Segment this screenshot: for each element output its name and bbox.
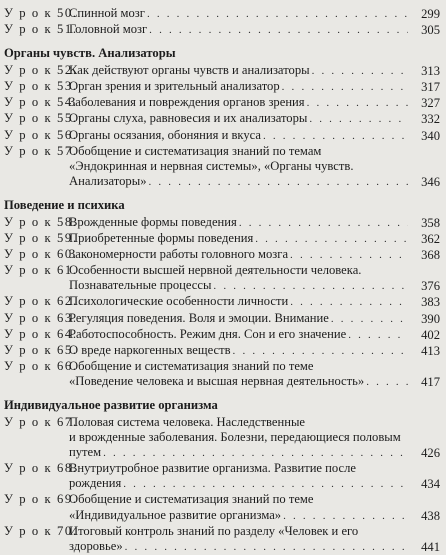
entry-title — [69, 492, 410, 523]
lesson-label: У р о к 55. — [4, 111, 78, 126]
page-number: 417 — [421, 374, 440, 389]
lesson-label: У р о к 63. — [4, 310, 78, 325]
lesson-label: У р о к 67. — [4, 414, 78, 429]
entry-title-line: Приобретенные формы поведения — [69, 231, 254, 246]
lesson-label: У р о к 54. — [4, 95, 78, 110]
page-number: 299 — [421, 7, 440, 21]
lesson-label: У р о к 53. — [4, 79, 78, 94]
toc-entry — [0, 492, 440, 523]
dot-leader — [312, 64, 408, 79]
entry-title-line: Итоговый контроль знаний по разделу «Человек и его — [69, 523, 359, 538]
toc-entry — [0, 79, 440, 95]
page-number: 340 — [421, 128, 440, 143]
toc-entry — [0, 359, 440, 390]
page-number: 327 — [421, 96, 440, 111]
page-number: 317 — [421, 80, 440, 95]
lesson-label: У р о к 66. — [4, 358, 78, 373]
entry-title — [69, 263, 410, 294]
entry-title — [69, 22, 410, 38]
lesson-label: У р о к 51. — [4, 22, 78, 37]
lesson-label: У р о к 60. — [4, 247, 78, 262]
entry-title — [69, 231, 410, 247]
table-of-contents — [0, 6, 440, 555]
lesson-label: У р о к 50. — [4, 6, 78, 20]
entry-title — [69, 524, 410, 555]
entry-title-line: Анализаторы» — [69, 173, 147, 188]
section-heading: Поведение и психика — [4, 197, 125, 212]
entry-title — [69, 327, 410, 343]
entry-title-line: Половая система человека. Наследственные — [69, 414, 306, 429]
dot-leader — [233, 344, 408, 359]
entry-title-line: Работоспособность. Режим дня. Сон и его значение — [69, 326, 347, 341]
page-number: 434 — [421, 477, 440, 492]
toc-entry — [0, 95, 440, 111]
dot-leader — [282, 80, 408, 95]
entry-title-line: Обобщение и систематизация знаний по темам — [69, 143, 322, 158]
entry-title-line: Обобщение и систематизация знаний по теме — [69, 358, 314, 373]
entry-title-line: Познавательные процессы — [69, 278, 212, 293]
dot-leader — [149, 23, 408, 38]
page-number: 390 — [421, 311, 440, 326]
page-number: 383 — [421, 295, 440, 310]
entry-title-line: О вреде наркогенных веществ — [69, 342, 231, 357]
toc-entry — [0, 311, 440, 327]
entry-title — [69, 6, 410, 22]
entry-title — [69, 359, 410, 390]
toc-entry — [0, 231, 440, 247]
lesson-label: У р о к 64. — [4, 326, 78, 341]
dot-leader — [123, 477, 408, 492]
entry-title — [69, 144, 410, 190]
dot-leader — [331, 312, 408, 327]
lesson-label: У р о к 61. — [4, 263, 78, 278]
entry-title — [69, 415, 410, 461]
entry-title-line: «Эндокринная и нервная системы», «Органы чувств. — [69, 158, 354, 173]
toc-entry — [0, 343, 440, 359]
entry-title — [69, 215, 410, 231]
page-number: 313 — [421, 64, 440, 79]
entry-title — [69, 343, 410, 359]
entry-title — [69, 63, 410, 79]
entry-title-line: «Индивидуальное развитие организма» — [69, 507, 282, 522]
dot-leader — [309, 112, 408, 127]
entry-title-line: Обобщение и систематизация знаний по теме — [69, 492, 314, 507]
entry-title — [69, 79, 410, 95]
lesson-label: У р о к 65. — [4, 342, 78, 357]
dot-leader — [103, 446, 408, 461]
lesson-label: У р о к 57. — [4, 143, 78, 158]
page-number: 332 — [421, 112, 440, 127]
lesson-label: У р о к 52. — [4, 63, 78, 78]
entry-title-line: рождения — [69, 476, 122, 491]
page-number: 441 — [421, 539, 440, 554]
entry-title — [69, 111, 410, 127]
page-number: 426 — [421, 446, 440, 461]
entry-title-line: здоровье» — [69, 538, 123, 553]
dot-leader — [149, 175, 409, 190]
toc-entry — [0, 294, 440, 310]
page-number: 346 — [421, 174, 440, 189]
entry-title-line: Особенности высшей нервной деятельности человека. — [69, 263, 362, 278]
page-number: 438 — [421, 508, 440, 523]
entry-title-line: Спинной мозг — [69, 6, 145, 20]
toc-entry — [0, 415, 440, 461]
lesson-label: У р о к 69. — [4, 492, 78, 507]
entry-title-line: Внутриутробное развитие организма. Развитие после — [69, 461, 356, 476]
entry-title-line: Органы осязания, обоняния и вкуса — [69, 127, 261, 142]
entry-title-line: Психологические особенности личности — [69, 294, 289, 309]
entry-title-line: Орган зрения и зрительный анализатор — [69, 79, 280, 94]
entry-title-line: Головной мозг — [69, 22, 148, 37]
entry-title-line: Регуляция поведения. Воля и эмоции. Внимание — [69, 310, 329, 325]
dot-leader — [348, 328, 408, 343]
lesson-label: У р о к 56. — [4, 127, 78, 142]
entry-title-line: и врожденные заболевания. Болезни, передающиеся половым — [69, 430, 401, 445]
toc-entry — [0, 461, 440, 492]
entry-title-line: путем — [69, 445, 102, 460]
entry-title — [69, 294, 410, 310]
entry-title — [69, 95, 410, 111]
entry-title-line: Заболевания и повреждения органов зрения — [69, 95, 305, 110]
lesson-label: У р о к 62. — [4, 294, 78, 309]
dot-leader — [147, 7, 408, 22]
section-heading: Органы чувств. Анализаторы — [4, 46, 176, 61]
dot-leader — [366, 375, 408, 390]
lesson-label: У р о к 68. — [4, 461, 78, 476]
entry-title-line: Закономерности работы головного мозга — [69, 247, 289, 262]
dot-leader — [263, 129, 408, 144]
page-number: 376 — [421, 279, 440, 294]
toc-entry — [0, 144, 440, 190]
toc-entry — [0, 63, 440, 79]
dot-leader — [213, 279, 408, 294]
entry-title-line: «Поведение человека и высшая нервная деятельность» — [69, 373, 365, 388]
lesson-label: У р о к 70. — [4, 523, 78, 538]
toc-entry — [0, 327, 440, 343]
dot-leader — [125, 540, 408, 555]
lesson-label: У р о к 59. — [4, 231, 78, 246]
dot-leader — [290, 295, 408, 310]
entry-title — [69, 128, 410, 144]
page-number: 368 — [421, 248, 440, 263]
page-number: 413 — [421, 343, 440, 358]
toc-entry — [0, 22, 440, 38]
entry-title-line: Врожденные формы поведения — [69, 214, 237, 229]
entry-title-line: Органы слуха, равновесия и их анализаторы — [69, 111, 308, 126]
page-number: 358 — [421, 215, 440, 230]
entry-title — [69, 311, 410, 327]
page-number: 402 — [421, 327, 440, 342]
entry-title-line: Как действуют органы чувств и анализаторы — [69, 63, 310, 78]
dot-leader — [283, 509, 408, 524]
dot-leader — [239, 216, 408, 231]
dot-leader — [290, 248, 408, 263]
toc-entry — [0, 6, 440, 22]
toc-entry — [0, 247, 440, 263]
page-number: 362 — [421, 232, 440, 247]
dot-leader — [307, 96, 408, 111]
toc-entry — [0, 128, 440, 144]
entry-title — [69, 247, 410, 263]
dot-leader — [255, 232, 408, 247]
toc-entry — [0, 263, 440, 294]
entry-title — [69, 461, 410, 492]
toc-entry — [0, 111, 440, 127]
lesson-label: У р о к 58. — [4, 214, 78, 229]
page-number: 305 — [421, 23, 440, 38]
toc-entry — [0, 215, 440, 231]
toc-entry — [0, 524, 440, 555]
section-heading: Индивидуальное развитие организма — [4, 397, 218, 412]
